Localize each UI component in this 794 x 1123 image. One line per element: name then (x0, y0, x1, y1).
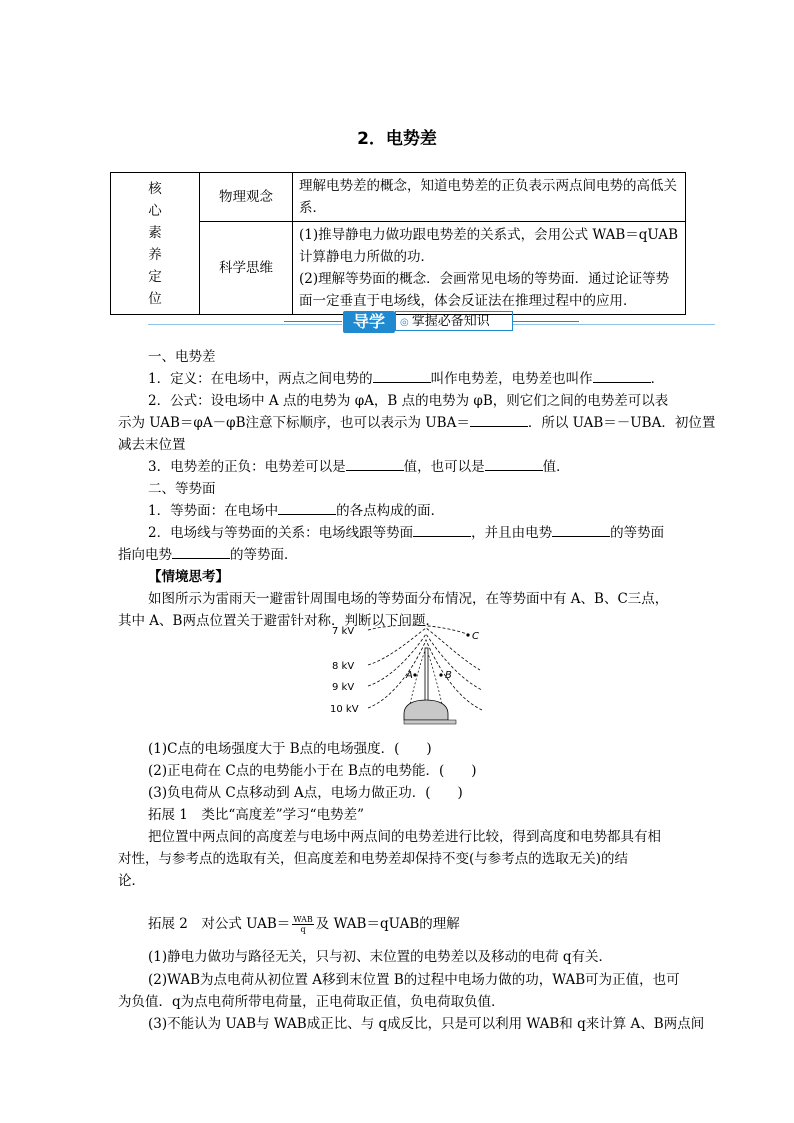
equipotential-7kv (368, 625, 470, 635)
extension-1-text-3: 论． (118, 873, 145, 889)
equipotential-8kv (368, 628, 480, 670)
fill-blank[interactable] (172, 545, 230, 559)
question-1: (1)C点的电场强度大于 B点的电场强度．( ) (148, 741, 432, 757)
definition-line: 1．定义：在电场中，两点之间电势的 叫作电势差，电势差也叫作 ． (148, 371, 665, 387)
banner-line-left (284, 321, 342, 322)
formula-line-2: 示为 UAB＝φA－φB注意下标顺序，也可以表示为 UBA＝ ．所以 UAB＝－UBA．初位置 (118, 415, 716, 431)
section-tag: 导学 (343, 311, 395, 333)
fill-blank[interactable] (552, 523, 610, 537)
point-3: (3)不能认为 UAB与 WAB成正比、与 q成反比，只是可以利用 WAB和 q来计算 A、B两点间 (148, 1016, 705, 1032)
point-a-label: A (406, 670, 413, 681)
question-3: (3)负电荷从 C点移动到 A点，电场力做正功．( ) (148, 785, 463, 801)
category-physics-concept: 物理观念 (200, 173, 293, 222)
heading-potential-difference: 一、电势差 (148, 349, 216, 365)
rod (425, 648, 428, 706)
equipotential-def: 1．等势面：在电场中 的各点构成的面． (148, 503, 445, 519)
label-10kv: 10 kV (330, 704, 359, 715)
extension-1-text-1: 把位置中两点间的高度差与电场中两点间的电势差进行比较，得到高度和电势都具有相 (148, 829, 661, 845)
field-line-relation: 2．电场线与等势面的关系：电场线跟等势面 ，并且由电势 的等势面 (148, 525, 665, 541)
point-a-marker (413, 673, 416, 676)
page-title: 2．电势差 (357, 129, 437, 149)
core-literacy-table (110, 172, 686, 315)
fill-blank[interactable] (373, 369, 431, 383)
label-8kv: 8 kV (332, 661, 355, 672)
point-b-marker (439, 673, 442, 676)
point-1: (1)静电力做功与路径无关，只与初、末位置的电势差以及移动的电荷 q有关． (148, 949, 613, 965)
scenario-text-2: 其中 A、B两点位置关于避雷针对称．判断以下问题． (118, 613, 439, 629)
extension-1-text-2: 对性，与参考点的选取有关，但高度差和电势差却保持不变(与参考点的选取无关)的结 (118, 851, 629, 867)
question-2: (2)正电荷在 C点的电势能小于在 B点的电势能．( ) (148, 763, 477, 779)
formula-line: 2．公式：设电场中 A 点的电势为 φA，B 点的电势为 φB，则它们之间的电势差可以表 (148, 393, 669, 409)
section-subtitle: ◎ 掌握必备知识 (395, 311, 513, 331)
field-line-relation-2: 指向电势 的等势面． (118, 547, 298, 563)
label-9kv: 9 kV (332, 682, 355, 693)
fill-blank[interactable] (278, 501, 336, 515)
banner-line-right (513, 321, 579, 322)
point-c-label: C (472, 631, 479, 642)
label-7kv: 7 kV (332, 626, 355, 637)
fill-blank[interactable] (413, 523, 471, 537)
category-scientific-thinking: 科学思维 (200, 222, 293, 315)
side-label: 核 心 素 养 定 位 (111, 173, 200, 315)
lightning-rod-figure (330, 618, 490, 728)
fill-blank[interactable] (485, 457, 543, 471)
fill-blank[interactable] (470, 413, 528, 427)
point-c-marker (466, 633, 469, 636)
sign-line: 3．电势差的正负：电势差可以是 值，也可以是 值． (148, 459, 570, 475)
formula-line-3: 减去末位置 (118, 437, 186, 453)
point-2: (2)WAB为点电荷从初位置 A移到末位置 B的过程中电场力做的功，WAB可为正值，也可 (148, 972, 680, 988)
formula-fraction: $\frac{\text{WAB}}{q}$ (293, 915, 313, 934)
scenario-heading: 【情境思考】 (148, 569, 229, 585)
banner-line-left-thin (148, 324, 342, 325)
extension-2-heading: 拓展 2 对公式 UAB＝ $\frac{\text{WAB}}{q}$ 及 WAB＝qUAB的理解 (148, 915, 460, 934)
heading-equipotential: 二、等势面 (148, 481, 216, 497)
point-2-cont: 为负值．q为点电荷所带电荷量，正电荷取正值，负电荷取负值． (118, 994, 505, 1010)
extension-1-heading: 拓展 1 类比“高度差”学习“电势差” (148, 807, 364, 823)
ground-plate (404, 720, 456, 724)
scenario-text-1: 如图所示为雷雨天一避雷针周围电场的等势面分布情况，在等势面中有 A、B、C三点， (148, 591, 669, 607)
fill-blank[interactable] (593, 369, 651, 383)
point-b-label: B (445, 670, 452, 681)
content-physics-concept: 理解电势差的概念，知道电势差的正负表示两点间电势的高低关系． (293, 173, 686, 222)
rod-base (404, 700, 448, 720)
banner-line-right-thin (513, 324, 715, 325)
content-scientific-thinking: (1)推导静电力做功跟电势差的关系式，会用公式 WAB＝qUAB计算静电力所做的功． (2)理解等势面的概念．会画常见电场的等势面．通过论证等势面一定垂直于电场线，体会反证法在推理过程中的应用． (293, 222, 686, 315)
fill-blank[interactable] (346, 457, 404, 471)
